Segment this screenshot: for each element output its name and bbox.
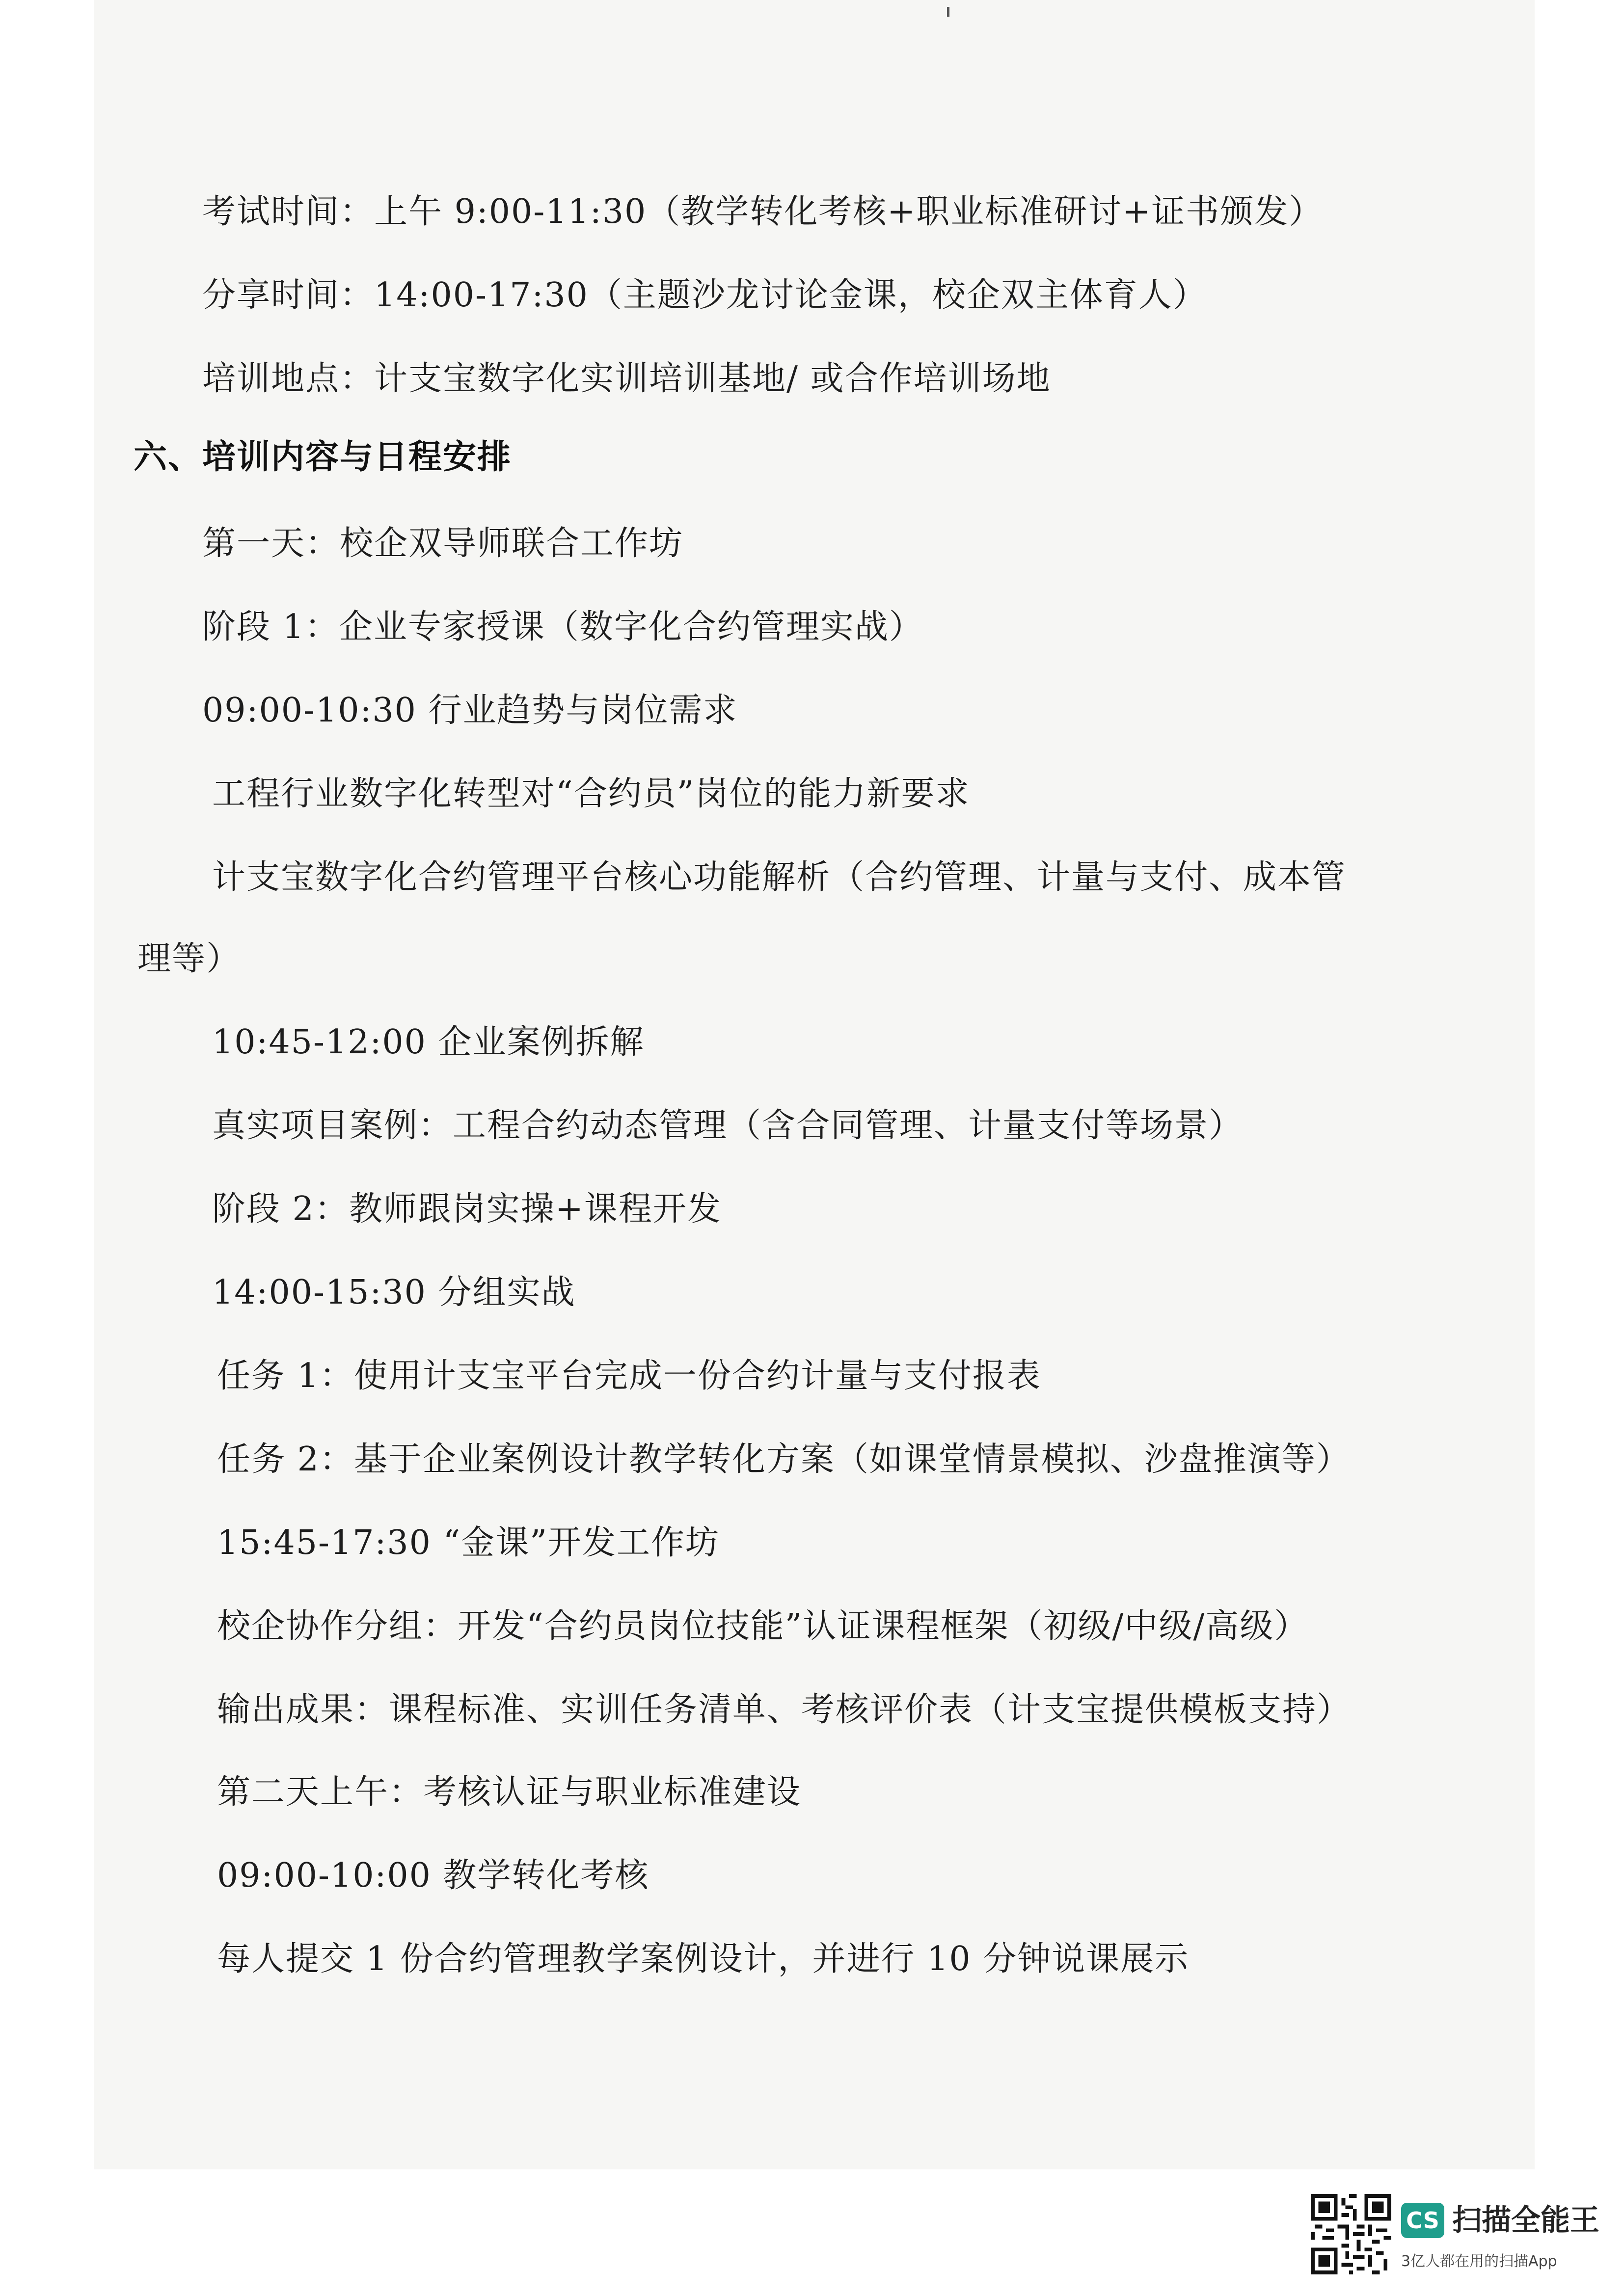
task-one: 任务 1：使用计支宝平台完成一份合约计量与支付报表 [217, 1357, 1041, 1395]
schedule-item: 14:00-15:30 分组实战 [212, 1273, 576, 1312]
schedule-detail: 真实项目案例：工程合约动态管理（含合同管理、计量支付等场景） [212, 1106, 1244, 1145]
exam-time-line: 考试时间：上午 9:00-11:30（教学转化考核+职业标准研讨+证书颁发） [202, 192, 1324, 231]
schedule-detail: 校企协作分组：开发“合约员岗位技能”认证课程框架（初级/中级/高级） [217, 1607, 1309, 1646]
schedule-detail: 每人提交 1 份合约管理教学案例设计，并进行 10 分钟说课展示 [217, 1940, 1190, 1978]
task-two: 任务 2：基于企业案例设计教学转化方案（如课堂情景模拟、沙盘推演等） [217, 1440, 1351, 1479]
day-two-title: 第二天上午：考核认证与职业标准建设 [217, 1773, 802, 1812]
watermark-app-name: 扫描全能王 [1452, 2203, 1599, 2238]
schedule-detail: 工程行业数字化转型对“合约员”岗位的能力新要求 [212, 774, 970, 813]
stage-one-title: 阶段 1：企业专家授课（数字化合约管理实战） [202, 608, 923, 646]
camscanner-logo-icon: CS [1401, 2203, 1444, 2238]
document-page [94, 0, 1535, 2169]
schedule-item: 10:45-12:00 企业案例拆解 [212, 1023, 645, 1062]
schedule-detail: 计支宝数字化合约管理平台核心功能解析（合约管理、计量与支付、成本管 [212, 858, 1347, 897]
stage-two-title: 阶段 2：教师跟岗实操+课程开发 [212, 1190, 722, 1228]
share-time-line: 分享时间：14:00-17:30（主题沙龙讨论金课，校企双主体育人） [202, 276, 1207, 315]
training-location-line: 培训地点：计支宝数字化实训培训基地/ 或合作培训场地 [202, 359, 1051, 398]
schedule-item: 09:00-10:00 教学转化考核 [217, 1856, 649, 1895]
schedule-detail-continued: 理等） [137, 939, 241, 978]
schedule-item: 09:00-10:30 行业趋势与岗位需求 [202, 691, 738, 730]
schedule-item: 15:45-17:30 “金课”开发工作坊 [217, 1523, 720, 1562]
scanner-watermark [1311, 2194, 1599, 2277]
schedule-detail: 输出成果：课程标准、实训任务清单、考核评价表（计支宝提供模板支持） [217, 1690, 1352, 1729]
scan-speck [947, 7, 949, 17]
qr-code-icon [1311, 2194, 1391, 2274]
day-one-title: 第一天：校企双导师联合工作坊 [202, 524, 684, 563]
section-heading: 六、培训内容与日程安排 [134, 438, 512, 477]
watermark-tagline: 3亿人都在用的扫描App [1401, 2253, 1557, 2270]
